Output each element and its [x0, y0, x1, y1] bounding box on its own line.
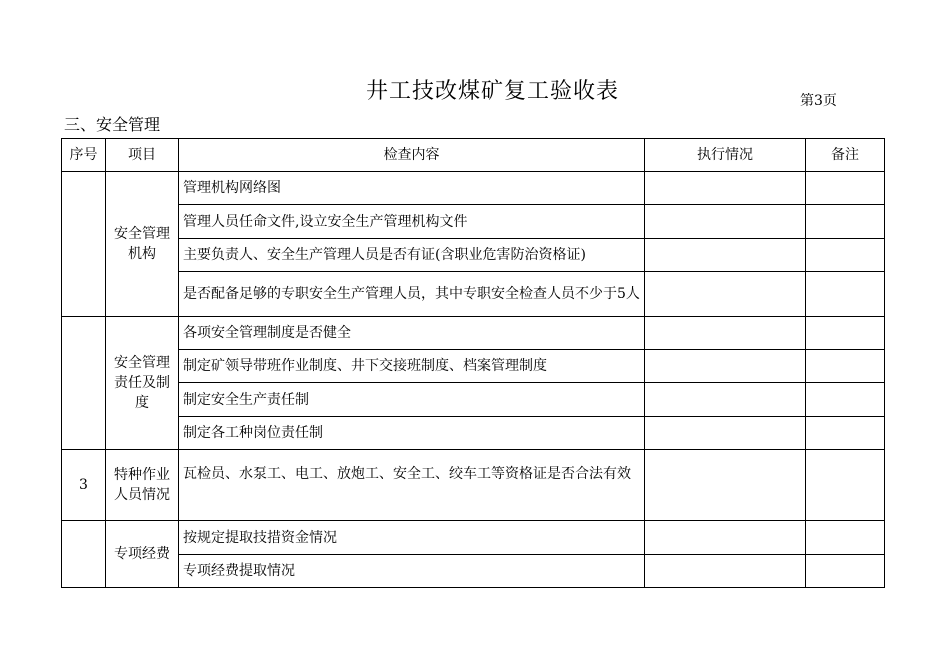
status-cell	[645, 172, 806, 205]
item-cell: 安全管理机构	[106, 172, 179, 317]
remark-cell	[806, 521, 885, 555]
table-row	[62, 383, 885, 417]
table-row	[62, 172, 885, 205]
content-cell: 制定矿领导带班作业制度、井下交接班制度、档案管理制度	[179, 350, 645, 383]
remark-cell	[806, 350, 885, 383]
item-cell: 安全管理责任及制度	[106, 317, 179, 450]
remark-cell	[806, 172, 885, 205]
remark-cell	[806, 555, 885, 588]
remark-cell	[806, 239, 885, 272]
content-cell: 是否配备足够的专职安全生产管理人员，其中专职安全检查人员不少于5人	[179, 272, 645, 317]
remark-cell	[806, 417, 885, 450]
status-cell	[645, 239, 806, 272]
content-cell: 制定安全生产责任制	[179, 383, 645, 417]
header-seq: 序号	[62, 139, 106, 172]
table-row	[62, 205, 885, 239]
remark-cell	[806, 272, 885, 317]
table-header-row	[62, 139, 885, 172]
header-item: 项目	[106, 139, 179, 172]
table-row	[62, 555, 885, 588]
status-cell	[645, 417, 806, 450]
table-row	[62, 417, 885, 450]
seq-cell	[62, 317, 106, 450]
item-cell: 特种作业人员情况	[106, 450, 179, 521]
header-content: 检查内容	[179, 139, 645, 172]
status-cell	[645, 317, 806, 350]
status-cell	[645, 383, 806, 417]
status-cell	[645, 272, 806, 317]
status-cell	[645, 350, 806, 383]
status-cell	[645, 205, 806, 239]
seq-cell	[62, 521, 106, 588]
table-row	[62, 521, 885, 555]
status-cell	[645, 521, 806, 555]
header-remark: 备注	[806, 139, 885, 172]
content-cell: 各项安全管理制度是否健全	[179, 317, 645, 350]
status-cell	[645, 450, 806, 521]
inspection-table	[61, 138, 885, 588]
content-cell: 专项经费提取情况	[179, 555, 645, 588]
table-row	[62, 350, 885, 383]
remark-cell	[806, 383, 885, 417]
content-cell: 制定各工种岗位责任制	[179, 417, 645, 450]
document-title: 井工技改煤矿复工验收表	[365, 79, 619, 104]
item-cell: 专项经费	[106, 521, 179, 588]
status-cell	[645, 555, 806, 588]
table-row	[62, 450, 885, 521]
table-row	[62, 239, 885, 272]
remark-cell	[806, 317, 885, 350]
content-cell: 主要负责人、安全生产管理人员是否有证(含职业危害防治资格证)	[179, 239, 645, 272]
seq-cell: 3	[62, 450, 106, 521]
table-row	[62, 272, 885, 317]
section-title: 三、安全管理	[64, 115, 161, 134]
content-cell: 管理机构网络图	[179, 172, 645, 205]
content-cell: 按规定提取技措资金情况	[179, 521, 645, 555]
content-cell: 管理人员任命文件,设立安全生产管理机构文件	[179, 205, 645, 239]
content-cell: 瓦检员、水泵工、电工、放炮工、安全工、绞车工等资格证是否合法有效	[179, 450, 645, 521]
remark-cell	[806, 205, 885, 239]
seq-cell	[62, 172, 106, 317]
header-status: 执行情况	[645, 139, 806, 172]
remark-cell	[806, 450, 885, 521]
page-number: 第3页	[800, 93, 837, 109]
table-row	[62, 317, 885, 350]
